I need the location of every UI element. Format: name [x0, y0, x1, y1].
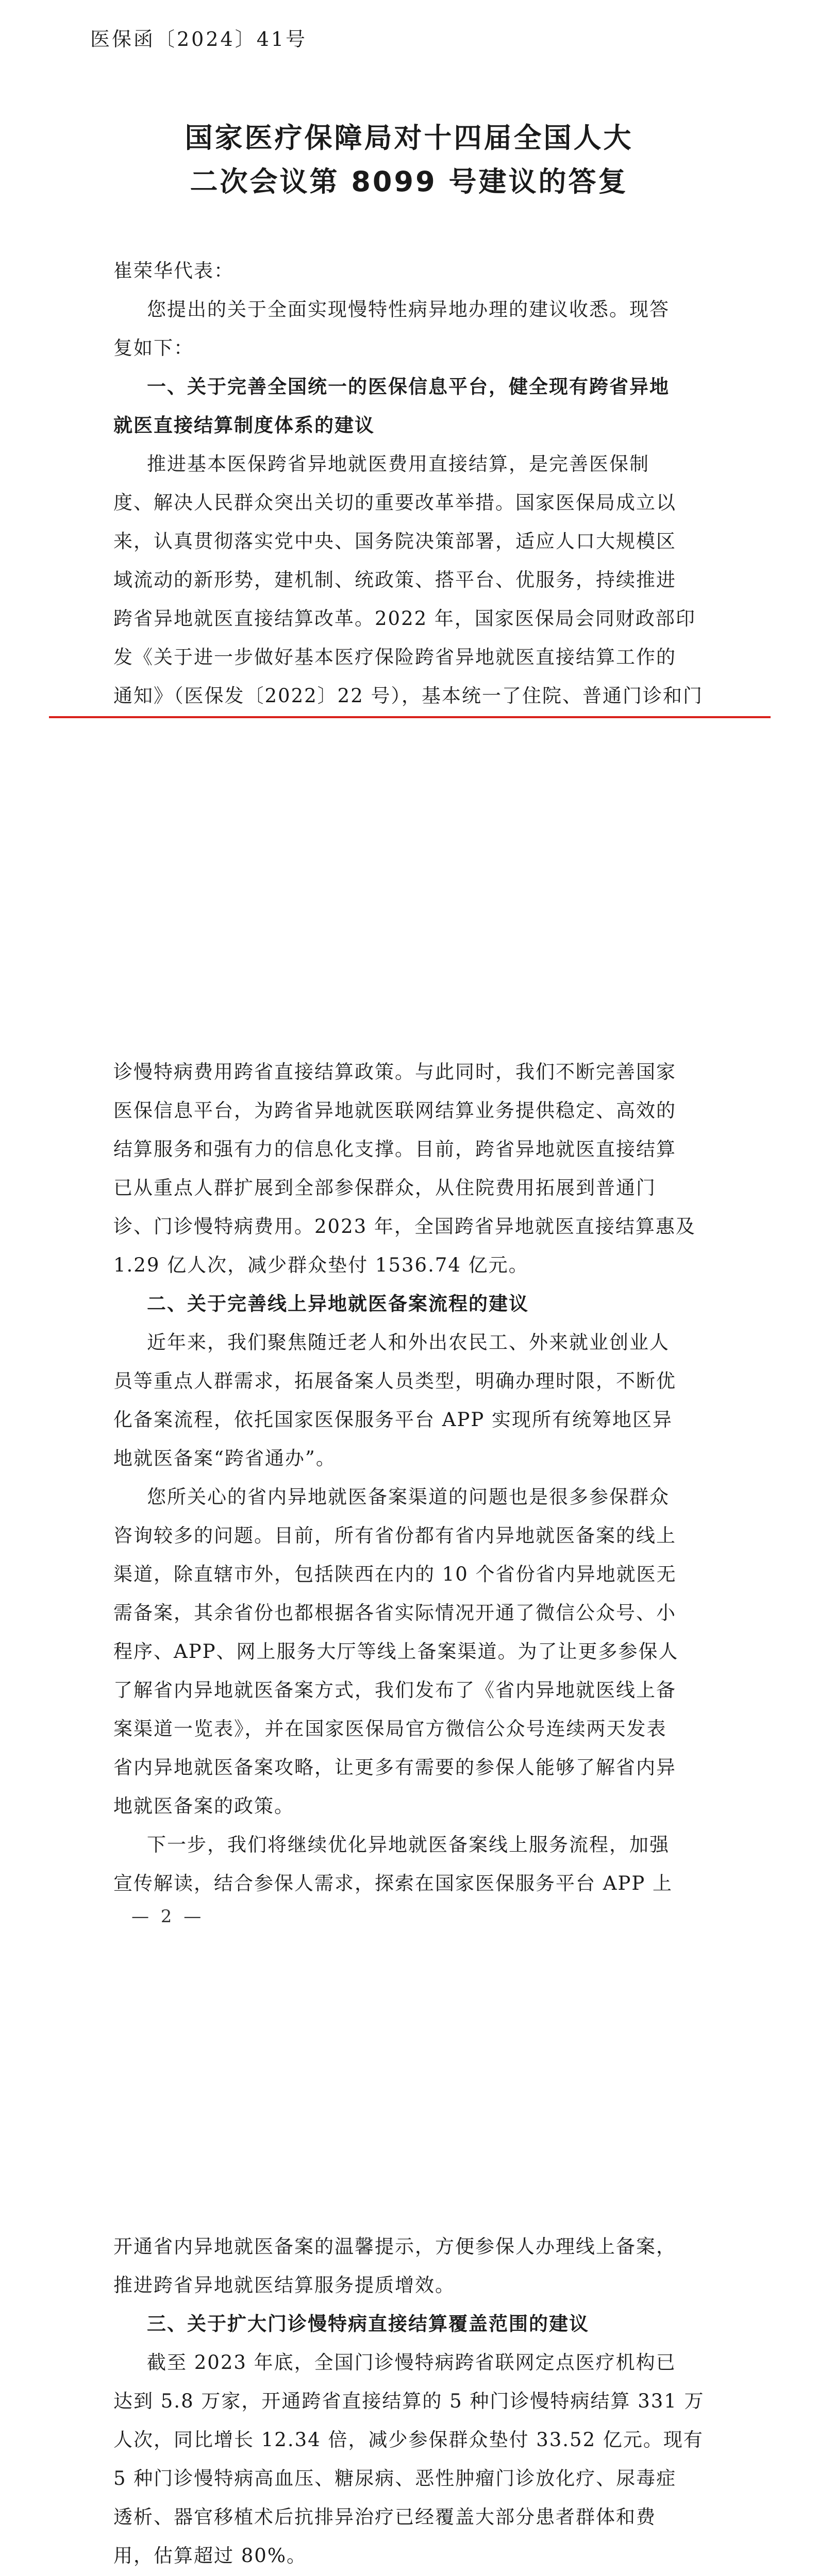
body-line: 近年来，我们聚焦随迁老人和外出农民工、外来就业创业人	[147, 1331, 670, 1353]
body-line: 渠道，除直辖市外，包括陕西在内的 10 个省份省内异地就医无	[113, 1563, 677, 1585]
body-line: 人次，同比增长 12.34 倍，减少参保群众垫付 33.52 亿元。现有	[113, 2429, 704, 2451]
body-line: 案渠道一览表》，并在国家医保局官方微信公众号连续两天发表	[113, 1718, 667, 1740]
body-line: 结算服务和强有力的信息化支撑。目前，跨省异地就医直接结算	[113, 1138, 676, 1160]
body-line: 宣传解读，结合参保人需求，探索在国家医保服务平台 APP 上	[113, 1872, 673, 1894]
body-line: 下一步，我们将继续优化异地就医备案线上服务流程，加强	[147, 1834, 670, 1856]
body-line: 您所关心的省内异地就医备案渠道的问题也是很多参保群众	[147, 1486, 670, 1508]
body-line: 咨询较多的问题。目前，所有省份都有省内异地就医备案的线上	[113, 1524, 676, 1547]
section-heading-2: 二、关于完善线上异地就医备案流程的建议	[147, 1293, 529, 1315]
body-line: 省内异地就医备案攻略，让更多有需要的参保人能够了解省内异	[113, 1756, 676, 1778]
body-line: 推进跨省异地就医结算服务提质增效。	[113, 2274, 455, 2296]
body-line: 员等重点人群需求，拓展备案人员类型，明确办理时限，不断优	[113, 1370, 676, 1392]
body-line: 推进基本医保跨省异地就医费用直接结算，是完善医保制	[147, 453, 649, 475]
body-line: 程序、APP、网上服务大厅等线上备案渠道。为了让更多参保人	[113, 1640, 679, 1663]
body-line: 了解省内异地就医备案方式，我们发布了《省内异地就医线上备	[113, 1679, 676, 1701]
body-line: 5 种门诊慢特病高血压、糖尿病、恶性肿瘤门诊放化疗、尿毒症	[113, 2467, 677, 2489]
body-line: 化备案流程，依托国家医保服务平台 APP 实现所有统筹地区异	[113, 1409, 673, 1431]
doc-number: 医保函〔2024〕41号	[90, 28, 308, 50]
section-heading-1: 一、关于完善全国统一的医保信息平台，健全现有跨省异地	[147, 376, 670, 398]
page-number-2: — 2 —	[131, 1906, 205, 1927]
body-line: 域流动的新形势，建机制、统政策、搭平台、优服务，持续推进	[113, 569, 676, 591]
title-line-2: 二次会议第 8099 号建议的答复	[190, 165, 628, 198]
salutation: 崔荣华代表：	[113, 260, 234, 282]
body-line: 复如下：	[113, 337, 194, 359]
body-line: 需备案，其余省份也都根据各省实际情况开通了微信公众号、小	[113, 1602, 676, 1624]
body-line: 通知》（医保发〔2022〕22 号），基本统一了住院、普通门诊和门	[113, 685, 704, 707]
body-line: 度、解决人民群众突出关切的重要改革举措。国家医保局成立以	[113, 492, 676, 514]
body-line: 诊、门诊慢特病费用。2023 年，全国跨省异地就医直接结算惠及	[113, 1215, 696, 1238]
body-line: 医保信息平台，为跨省异地就医联网结算业务提供稳定、高效的	[113, 1099, 676, 1122]
body-line: 地就医备案的政策。	[113, 1795, 294, 1817]
body-line: 发《关于进一步做好基本医疗保险跨省异地就医直接结算工作的	[113, 646, 676, 668]
body-line: 诊慢特病费用跨省直接结算政策。与此同时，我们不断完善国家	[113, 1061, 676, 1083]
body-line: 用，估算超过 80%。	[113, 2545, 307, 2567]
body-line: 跨省异地就医直接结算改革。2022 年，国家医保局会同财政部印	[113, 607, 696, 630]
body-line: 达到 5.8 万家，开通跨省直接结算的 5 种门诊慢特病结算 331 万	[113, 2390, 705, 2412]
body-line: 来，认真贯彻落实党中央、国务院决策部署，适应人口大规模区	[113, 530, 676, 552]
body-line: 截至 2023 年底，全国门诊慢特病跨省联网定点医疗机构已	[147, 2351, 676, 2374]
section-heading-1-cont: 就医直接结算制度体系的建议	[113, 414, 375, 436]
body-line: 透析、器官移植术后抗排异治疗已经覆盖大部分患者群体和费	[113, 2506, 656, 2528]
body-line: 您提出的关于全面实现慢特性病异地办理的建议收悉。现答	[147, 298, 670, 320]
title-line-1: 国家医疗保障局对十四届全国人大	[185, 122, 633, 154]
body-line: 地就医备案“跨省通办”。	[113, 1447, 336, 1469]
section-heading-3: 三、关于扩大门诊慢特病直接结算覆盖范围的建议	[147, 2313, 589, 2335]
body-line: 开通省内异地就医备案的温馨提示，方便参保人办理线上备案，	[113, 2235, 676, 2258]
body-line: 已从重点人群扩展到全部参保群众，从住院费用拓展到普通门	[113, 1177, 656, 1199]
red-divider-rule	[49, 716, 771, 718]
body-line: 1.29 亿人次，减少群众垫付 1536.74 亿元。	[113, 1254, 529, 1276]
